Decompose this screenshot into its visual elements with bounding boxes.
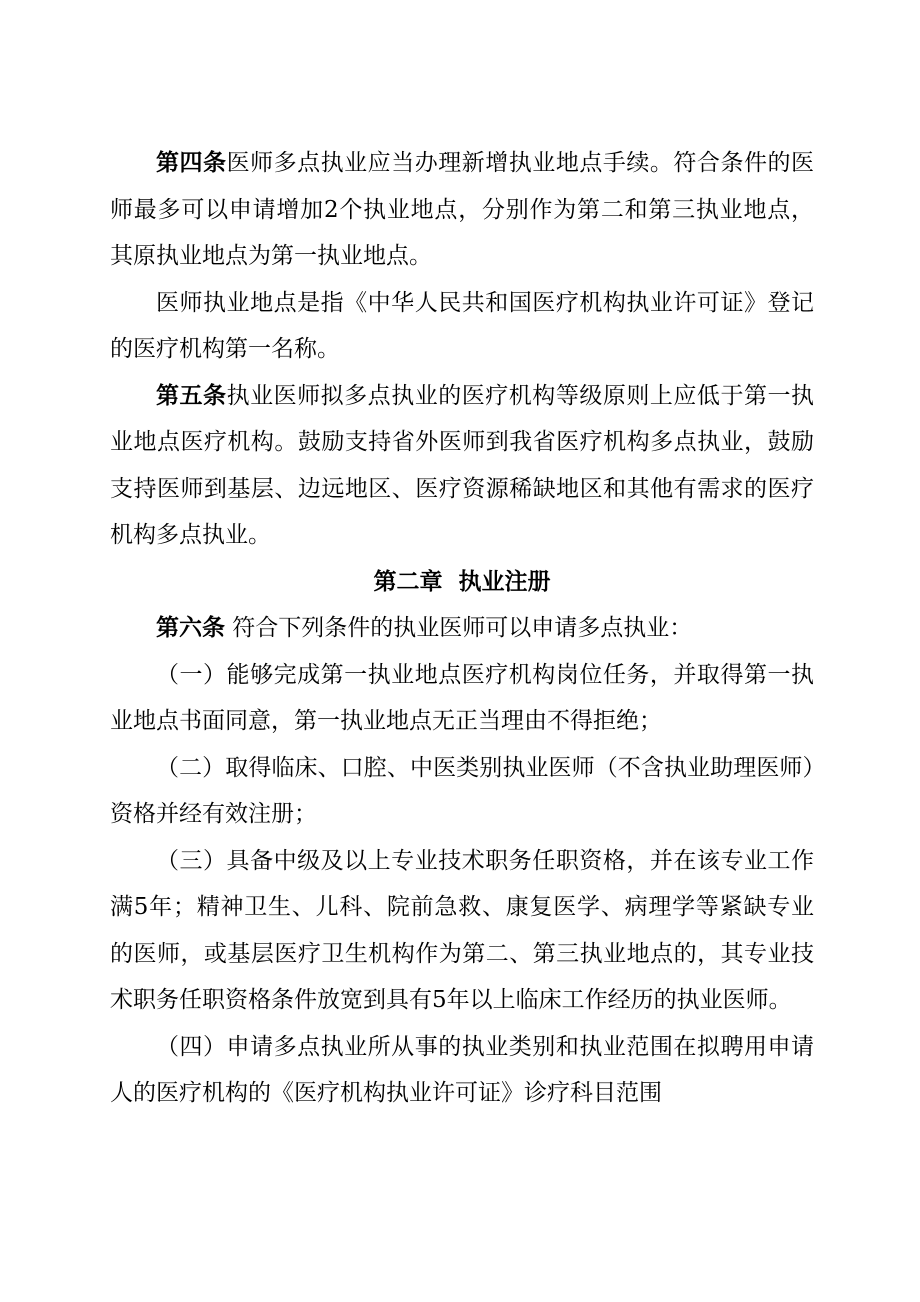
condition-1-paragraph [110, 652, 814, 745]
chapter-title: 第二章 执业注册 [373, 568, 551, 595]
article-5-text: 执业医师拟多点执业的医疗机构等级原则上应低于第一执业地点医疗机构。鼓励支持省外医师到我省医疗机构多点执业，鼓励支持医师到基层、边远地区、医疗资源稀缺地区和其他有需求的医疗机构多点执业。 [110, 382, 815, 548]
condition-2-paragraph [110, 745, 814, 838]
condition-3-paragraph [110, 838, 814, 1024]
condition-4-paragraph [110, 1024, 814, 1117]
condition-3-text: （三）具备中级及以上专业技术职务任职资格，并在该专业工作满5年；精神卫生、儿科、院前急救、康复医学、病理学等紧缺专业的医师，或基层医疗卫生机构作为第二、第三执业地点的，其专业技术职务任职资格条件放宽到具有5年以上临床工作经历的执业医师。 [110, 847, 814, 1013]
article-4-paragraph [110, 140, 814, 280]
article-6-text: 符合下列条件的执业医师可以申请多点执业： [225, 615, 693, 641]
article-4-label: 第四条 [156, 150, 227, 176]
practice-location-definition-text: 医师执业地点是指《中华人民共和国医疗机构执业许可证》登记的医疗机构第一名称。 [110, 289, 814, 362]
article-6-label: 第六条 [156, 615, 225, 641]
condition-2-text: （二）取得临床、口腔、中医类别执业医师（不含执业助理医师）资格并经有效注册； [110, 754, 814, 827]
article-5-paragraph [110, 373, 814, 559]
article-5-label: 第五条 [156, 382, 227, 409]
condition-4-text: （四）申请多点执业所从事的执业类别和执业范围在拟聘用申请人的医疗机构的《医疗机构执业许可证》诊疗科目范围 [110, 1033, 814, 1106]
article-6-paragraph [110, 605, 814, 652]
document-page [110, 140, 814, 1117]
article-4-text: 医师多点执业应当办理新增执业地点手续。符合条件的医师最多可以申请增加2个执业地点，分别作为第二和第三执业地点，其原执业地点为第一执业地点。 [110, 150, 815, 269]
condition-1-text: （一）能够完成第一执业地点医疗机构岗位任务，并取得第一执业地点书面同意，第一执业地点无正当理由不得拒绝； [110, 661, 814, 734]
practice-location-definition-paragraph [110, 280, 814, 373]
